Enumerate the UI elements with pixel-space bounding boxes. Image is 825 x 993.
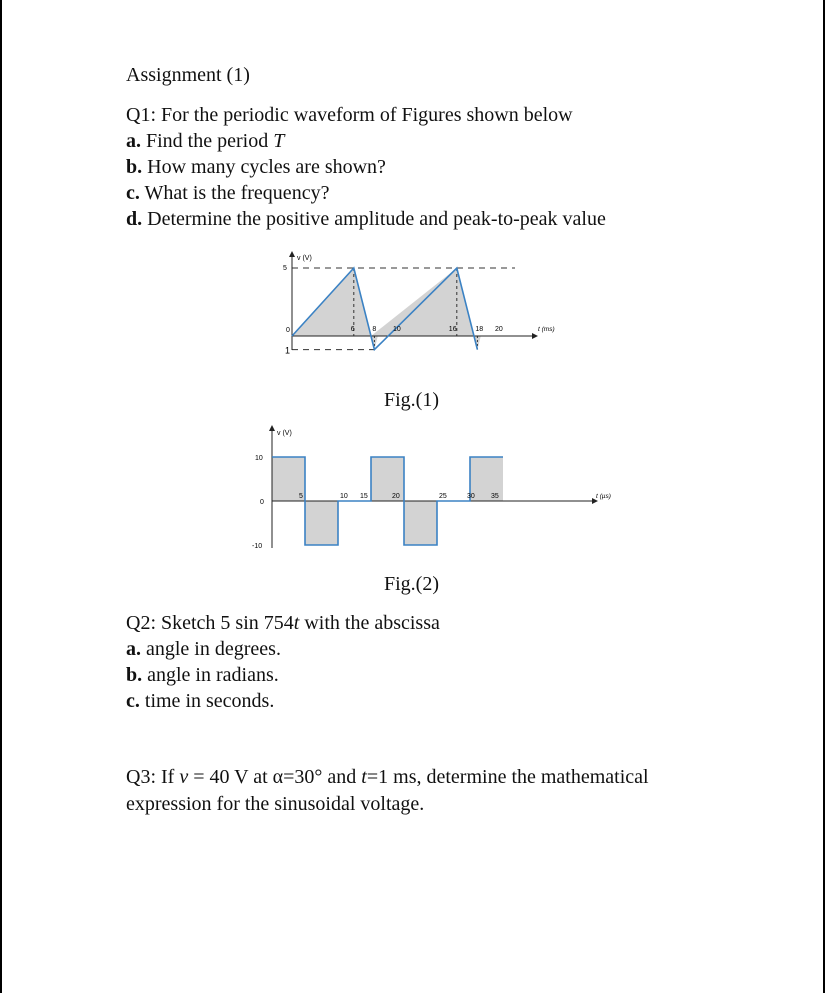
fig1-x-tick-16: 16: [448, 326, 457, 333]
question-1: [126, 102, 606, 232]
q1-part-d: d. Determine the positive amplitude and peak-to-peak value: [126, 208, 606, 230]
fig2-x-tick-15: 15: [360, 493, 368, 500]
fig1-x-tick-10: 10: [393, 326, 401, 333]
fig1-y-tick-0: 0: [286, 327, 290, 334]
fig1-y-tick-5: 5: [283, 265, 287, 272]
fig2-y-axis-arrow: [269, 425, 275, 431]
fig2-x-tick-5: 5: [299, 493, 303, 500]
fig1-x-axis-label: t (ms): [538, 326, 555, 333]
q2-part-c: c. time in seconds.: [126, 690, 275, 712]
fig1-x-tick-6: 6: [350, 326, 355, 333]
fig1-x-tick-8: 8: [372, 326, 377, 333]
assignment-title: Assignment (1): [126, 64, 250, 86]
fig2-y-tick-neg10: -10: [252, 543, 263, 550]
fig1-y-tick-1: 1: [285, 345, 291, 356]
fig2-x-tick-30: 30: [467, 493, 475, 500]
figure-2-chart: [240, 422, 640, 552]
fig2-x-tick-35: 35: [491, 493, 499, 500]
figure-1-chart: [270, 248, 570, 358]
fig2-x-tick-20: 20: [392, 493, 400, 500]
q2-part-a: a. angle in degrees.: [126, 638, 281, 660]
q2-part-b: b. angle in radians.: [126, 664, 279, 686]
fig1-x-axis-arrow: [532, 333, 538, 339]
fig2-x-tick-25: 25: [439, 493, 447, 500]
fig2-shade-2: [305, 501, 338, 545]
question-2: [126, 610, 440, 714]
fig2-x-axis-label: t (µs): [596, 493, 611, 500]
fig2-y-tick-10: 10: [255, 455, 263, 462]
fig2-y-axis-label: v (V): [277, 430, 292, 437]
question-3: Q3: If v = 40 V at α=30° and t=1 ms, determine the mathematical expression for the sinusoidal voltage.: [126, 766, 649, 815]
q1-part-a: a. Find the period T: [126, 130, 285, 152]
q2-stem: Q2: Sketch 5 sin 754t with the abscissa: [126, 612, 440, 634]
figure-2-caption: Fig.(2): [384, 573, 439, 595]
left-border: [0, 0, 2, 993]
fig2-shade-4: [404, 501, 437, 545]
fig1-x-tick-18: 18: [475, 326, 484, 333]
q1-stem: Q1: For the periodic waveform of Figures shown below: [126, 104, 573, 126]
fig1-x-tick-20: 20: [495, 326, 503, 333]
figure-1-caption: Fig.(1): [384, 389, 439, 411]
q1-part-c: c. What is the frequency?: [126, 182, 330, 204]
fig1-y-axis-arrow: [289, 251, 295, 257]
fig2-y-tick-0: 0: [260, 499, 264, 506]
fig1-y-axis-label: v (V): [297, 255, 312, 262]
fig1-shade-positive-1: [292, 268, 371, 336]
q1-part-b: b. How many cycles are shown?: [126, 156, 386, 178]
fig2-x-tick-10: 10: [340, 493, 348, 500]
